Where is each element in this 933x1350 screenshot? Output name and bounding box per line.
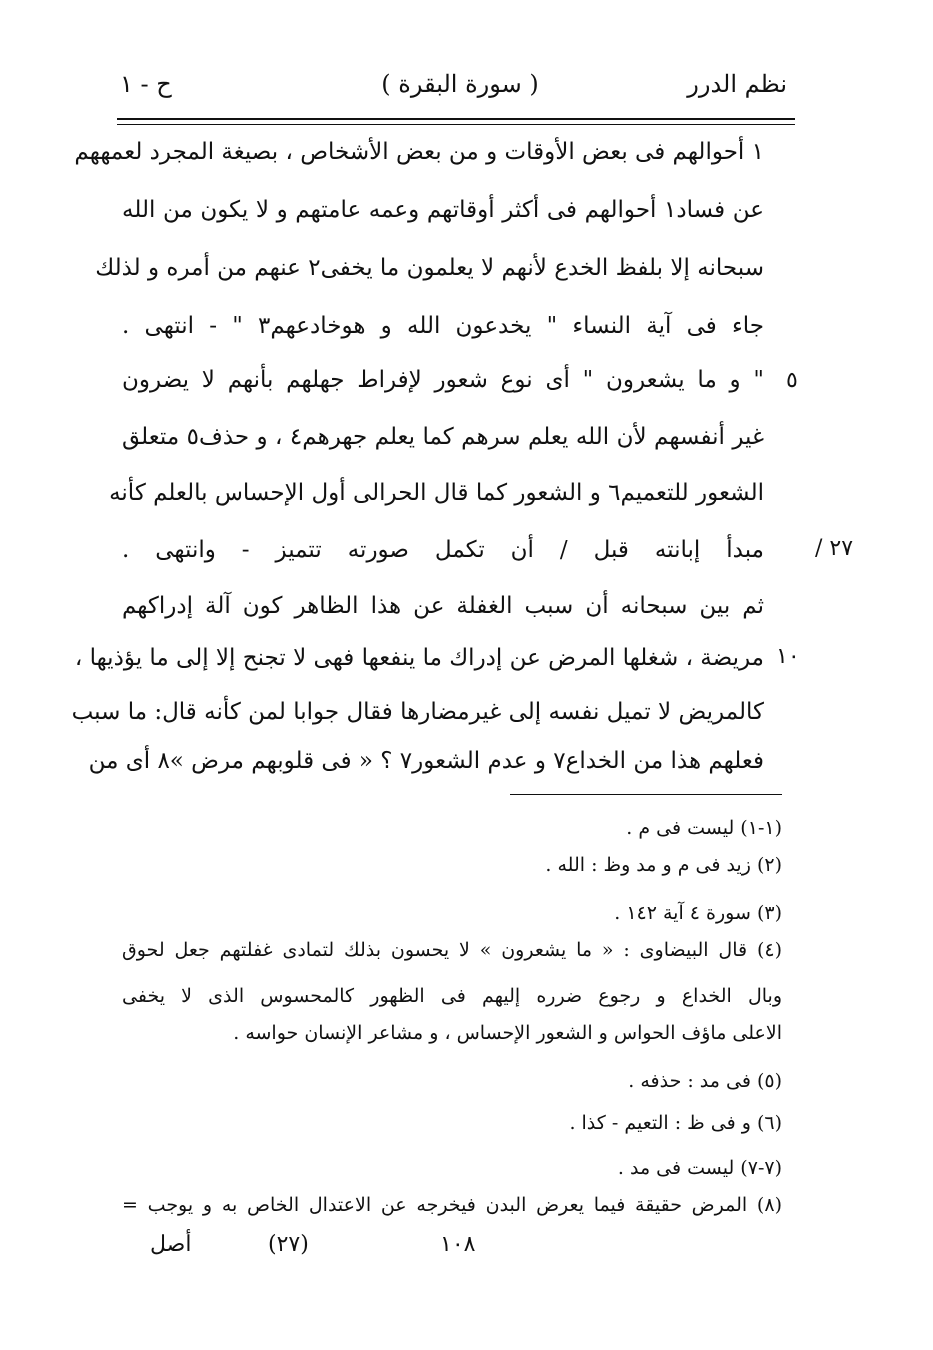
book-title: نظم الدرر [687, 70, 787, 98]
body-line: مريضة ، شغلها المرض عن إدراك ما ينفعها فهى لا تجنح إلا إلى ما يؤذيها ، [74, 645, 764, 671]
footnote: (٥) فى مد : حذفه . [628, 1070, 782, 1092]
original-page-number: (٢٧) [268, 1232, 309, 1257]
margin-page-reference: ٢٧ / [815, 536, 854, 561]
footnote: (٤) قال البيضاوى : « ما يشعرون » لا يحسون بذلك لتمادى غفلتهم جعل لحوق [122, 939, 782, 961]
body-line: غير أنفسهم لأن الله يعلم سرهم كما يعلم جهرهم٤ ، و حذف٥ متعلق [122, 424, 764, 450]
body-line: كالمريض لا تميل نفسه إلى غيرمضارها فقال جوابا لمن كأنه قال: ما سبب [71, 699, 764, 725]
page-number: ١٠٨ [440, 1232, 476, 1257]
footnote-separator [510, 794, 782, 795]
body-line: مبدأ إبانته قبل / أن تكمل صورته تتميز - وانتهى . [122, 537, 764, 563]
body-line: " و ما يشعرون " أى نوع شعور لإفراط جهلهم بأنهم لا يضرون [122, 367, 764, 393]
body-line: ١ أحوالهم فى بعض الأوقات و من بعض الأشخاص ، بصيغة المجرد لعمههم [74, 139, 764, 165]
body-line: ثم بين سبحانه أن سبب الغفلة عن هذا الظاهر كون آلة إدراكهم [122, 593, 764, 619]
footnote: (٢) زيد فى م و مد وظ : الله . [545, 854, 782, 876]
source-label: أصل [150, 1232, 192, 1257]
body-line: سبحانه إلا بلفظ الخدع لأنهم لا يعلمون ما يخفى٢ عنهم من أمره و لذلك [95, 255, 764, 281]
margin-line-number-5: ٥ [786, 368, 798, 393]
footnote-continuation: الاعلى ماؤف الحواس و الشعور الإحساس ، و مشاعر الإنسان حواسه . [233, 1022, 782, 1044]
body-line: جاء فى آية النساء " يخدعون الله و هوخادعهم٣ " - انتهى . [122, 313, 764, 339]
footnote: (٦) و فى ظ : التعيم - كذا . [569, 1112, 782, 1134]
footnote-continuation: وبال الخداع و رجوع ضرره إليهم فى الظهور كالمحسوس الذى لا يخفى [122, 985, 782, 1007]
body-line: فعلهم هذا من الخداع٧ و عدم الشعور٧ ؟ « فى قلوبهم مرض »٨ أى من [88, 748, 764, 774]
surah-title: ( سورة البقرة ) [381, 70, 539, 98]
footnote: (٧-٧) ليست فى مد . [617, 1157, 782, 1179]
body-line: عن فساد١ أحوالهم فى أكثر أوقاتهم وعمه عامتهم و لا يكون من الله [122, 197, 764, 223]
margin-line-number-10: ١٠ [776, 644, 800, 669]
footnote: (٨) المرض حقيقة فيما يعرض البدن فيخرجه عن الاعتدال الخاص به و يوجب = [122, 1194, 782, 1216]
volume-label: ح - ١ [120, 70, 172, 98]
footnote: (١-١) ليست فى م . [626, 817, 782, 839]
body-line: الشعور للتعميم٦ و الشعور كما قال الحرالى أول الإحساس بالعلم كأنه [109, 480, 764, 506]
header-rule [117, 118, 795, 120]
header-rule-thin [117, 124, 795, 125]
footnote: (٣) سورة ٤ آية ١٤٢ . [614, 902, 782, 924]
